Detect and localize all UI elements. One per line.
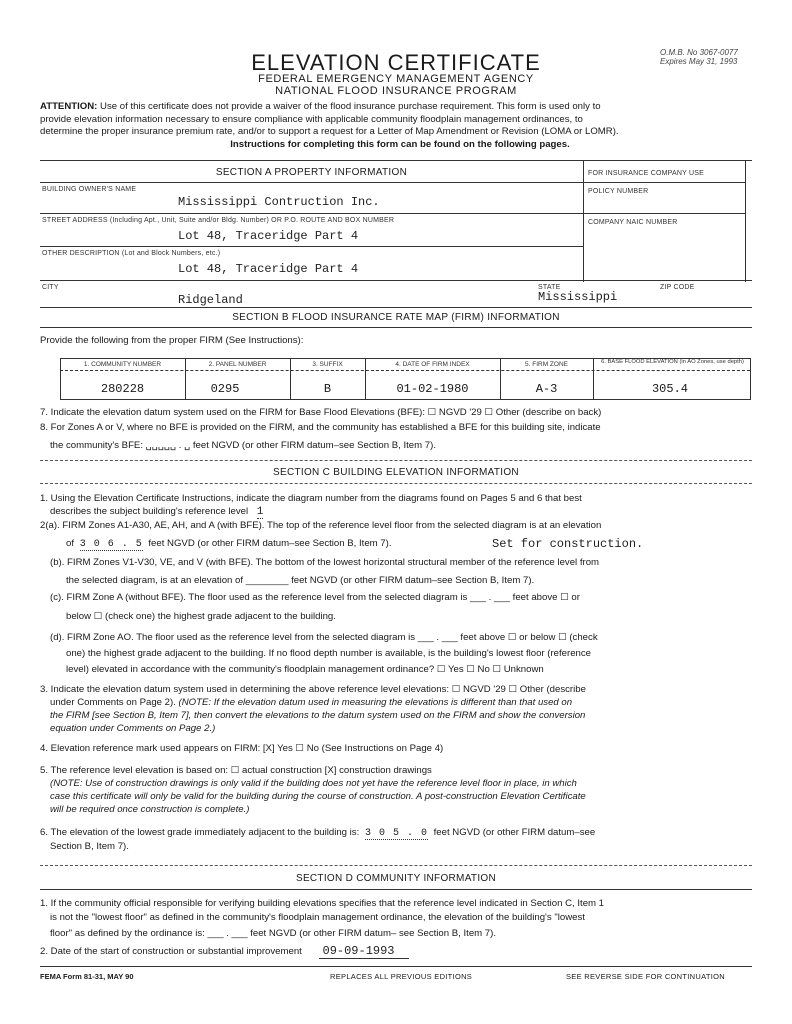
c1-line-1: 1. Using the Elevation Certificate Instructions, indicate the diagram number from the diagrams found on Pages 5 and 6 that best	[40, 493, 582, 504]
d2-start-date	[40, 945, 760, 959]
c2a-elevation-value: 3 0 6 . 5	[79, 539, 143, 550]
owner-name-label: BUILDING OWNER'S NAME	[42, 186, 137, 193]
community-number-header: 1. COMMUNITY NUMBER	[83, 361, 162, 368]
c2d-line-3: level) elevated in accordance with the community's floodplain management ordinance? ☐ Yes ☐ No ☐ Unknown	[66, 664, 544, 675]
zip-code-label: ZIP CODE	[660, 284, 695, 291]
attention-block	[40, 101, 760, 151]
d1-line-3: floor" as defined by the ordinance is: ___ . ___ feet NGVD (or other FIRM datum– see Section B, Item 7).	[50, 928, 497, 939]
panel-number-value: 0295	[210, 382, 240, 396]
section-b-intro: Provide the following from the proper FIRM (See Instructions):	[40, 335, 304, 346]
d2-label: 2. Date of the start of construction or substantial improvement	[40, 946, 302, 957]
other-description-value: Lot 48, Traceridge Part 4	[178, 262, 359, 276]
policy-number-label: POLICY NUMBER	[588, 188, 649, 195]
insurance-use-label: FOR INSURANCE COMPANY USE	[588, 170, 704, 177]
c2d-line-2: one) the highest grade adjacent to the building. If no flood depth number is available, is the building's lowest floor (reference	[66, 648, 592, 659]
attention-line-2: provide elevation information necessary to ensure compliance with applicable community floodplain management ordinances, to	[40, 113, 583, 125]
d1-line-2: is not the "lowest floor" as defined in the community's floodplain management ordinance, the elevation of the building's "lowest	[50, 912, 585, 923]
c3-line-2	[50, 697, 760, 710]
city-label: CITY	[42, 284, 59, 291]
form-title: ELEVATION CERTIFICATE	[251, 50, 541, 75]
section-c-heading: SECTION C BUILDING ELEVATION INFORMATION	[273, 467, 519, 478]
attention-line-1: Use of this certificate does not provide a waiver of the flood insurance purchase requirement. This form is used only to	[100, 101, 601, 112]
c6-line-2: Section B, Item 7).	[50, 841, 129, 852]
d1-line-1: 1. If the community official responsible for verifying building elevations specifies that the reference level indicated in Section C, Item 1	[40, 898, 605, 909]
section-a-heading: SECTION A PROPERTY INFORMATION	[215, 167, 408, 178]
c5-line-1: 5. The reference level elevation is based on: ☐ actual construction [X] construction drawings	[40, 765, 432, 776]
c3-note-2: the FIRM [see Section B, Item 7], then convert the elevations to the datum system used on the FIRM and show the conversion	[50, 710, 586, 721]
c2b-line-2: the selected diagram, is at an elevation of ________ feet NGVD (or other FIRM datum–see Section B, Item 7).	[66, 575, 535, 586]
d2-date-value: 09-09-1993	[319, 944, 409, 959]
c1-text: describes the subject building's reference level	[50, 506, 249, 517]
omb-expiration: Expires May 31, 1993	[660, 57, 738, 66]
city-value: Ridgeland	[178, 293, 243, 307]
c5-note-3: will be required once construction is complete.)	[50, 804, 250, 815]
attention-line-3: determine the proper insurance premium rate, and/or to support a request for a Letter of Map Amendment or Revision (LOMA or LOMR).	[40, 126, 619, 137]
c2a-line-2	[66, 538, 392, 552]
omb-number: O.M.B. No 3067-0077	[660, 48, 738, 57]
c3-line-1: 3. Indicate the elevation datum system used in determining the above reference level elevations: ☐ NGVD '29 ☐ Other (describe	[40, 684, 586, 695]
attention-label: ATTENTION:	[40, 101, 98, 112]
c6-text: 6. The elevation of the lowest grade immediately adjacent to the building is:	[40, 827, 360, 838]
replaces-editions: REPLACES ALL PREVIOUS EDITIONS	[330, 972, 473, 981]
c3-under-comments: under Comments on Page 2).	[50, 697, 176, 708]
community-number-value: 280228	[100, 382, 145, 396]
agency-name: FEDERAL EMERGENCY MANAGEMENT AGENCY	[258, 73, 534, 85]
c2d-line-1: (d). FIRM Zone AO. The floor used as the reference level from the selected diagram is ___ . ___ feet above ☐ or below ☐ (check	[50, 632, 598, 643]
c2a-handwritten-note: Set for construction.	[492, 537, 644, 551]
item-8-line-1: 8. For Zones A or V, where no BFE is provided on the FIRM, and the community has established a BFE for this building site, indicate	[40, 422, 601, 433]
program-name: NATIONAL FLOOD INSURANCE PROGRAM	[275, 85, 517, 97]
other-description-label: OTHER DESCRIPTION (Lot and Block Numbers, etc.)	[42, 250, 221, 257]
base-flood-elevation-value: 305.4	[651, 382, 688, 396]
firm-index-date-header: 4. DATE OF FIRM INDEX	[395, 361, 470, 368]
attention-line-4: Instructions for completing this form can be found on the following pages.	[230, 138, 570, 150]
street-address-value: Lot 48, Traceridge Part 4	[178, 229, 359, 243]
base-flood-elevation-header: 6. BASE FLOOD ELEVATION (in AO Zones, use depth)	[601, 359, 744, 365]
firm-zone-value: A-3	[535, 382, 558, 396]
c2a-line-1: 2(a). FIRM Zones A1-A30, AE, AH, and A (with BFE). The top of the reference level floor from the selected diagram is at an elevation	[40, 520, 602, 531]
c3-note-1: (NOTE: If the elevation datum used in measuring the elevations is different than that used on	[178, 697, 573, 708]
firm-table	[60, 358, 750, 400]
section-d-heading: SECTION D COMMUNITY INFORMATION	[295, 873, 497, 884]
c3-note-3: equation under Comments on Page 2.)	[50, 723, 216, 734]
c2c-line-1: (c). FIRM Zone A (without BFE). The floor used as the reference level from the selected diagram is ___ . ___ feet above ☐ or	[50, 592, 580, 603]
c2b-line-1: (b). FIRM Zones V1-V30, VE, and V (with BFE). The bottom of the lowest horizontal structural member of the reference level from	[50, 557, 600, 568]
c5-note-2: case this certificate will only be valid for the building during the course of construction. A post-construction Elevation Certificate	[50, 791, 586, 802]
naic-number-label: COMPANY NAIC NUMBER	[588, 219, 678, 226]
see-reverse-side: SEE REVERSE SIDE FOR CONTINUATION	[566, 972, 725, 981]
c6-grade-elevation-value: 3 0 5 . 0	[364, 828, 428, 839]
street-address-label: STREET ADDRESS (Including Apt., Unit, Suite and/or Bldg. Number) OR P.O. ROUTE AND BOX NUMBER	[42, 217, 395, 224]
c5-note-1: (NOTE: Use of construction drawings is only valid if the building does not yet have the reference level floor in place, in which	[50, 778, 577, 789]
c1-line-2	[50, 506, 263, 519]
state-label: STATE	[538, 284, 561, 291]
c2a-of: of	[66, 538, 75, 549]
owner-name-value: Mississippi Contruction Inc.	[178, 195, 380, 209]
item-8-line-2: the community's BFE: ␣␣␣␣␣ . ␣ feet NGVD (or other FIRM datum–see Section B, Item 7).	[50, 440, 436, 451]
item-7-datum: 7. Indicate the elevation datum system used on the FIRM for Base Flood Elevations (BFE): ☐ NGVD '29 ☐ Other (describe on back)	[40, 407, 602, 418]
c6-feet-ngvd: feet NGVD (or other FIRM datum–see	[433, 827, 596, 838]
form-number: FEMA Form 81-31, MAY 90	[40, 972, 134, 981]
firm-zone-header: 5. FIRM ZONE	[525, 361, 568, 368]
section-b-heading: SECTION B FLOOD INSURANCE RATE MAP (FIRM) INFORMATION	[232, 312, 560, 323]
c2c-line-2: below ☐ (check one) the highest grade adjacent to the building.	[66, 611, 336, 622]
c4-reference-mark: 4. Elevation reference mark used appears on FIRM: [X] Yes ☐ No (See Instructions on Page 4)	[40, 743, 444, 754]
c2a-feet-ngvd: feet NGVD (or other FIRM datum–see Section B, Item 7).	[148, 538, 392, 549]
suffix-header: 3. SUFFIX	[312, 361, 343, 368]
c1-diagram-number: 1	[256, 506, 264, 518]
c6-line-1	[40, 827, 770, 841]
panel-number-header: 2. PANEL NUMBER	[208, 361, 267, 368]
suffix-value: B	[323, 382, 332, 396]
firm-index-date-value: 01-02-1980	[396, 382, 469, 396]
state-value: Mississippi	[538, 290, 618, 304]
